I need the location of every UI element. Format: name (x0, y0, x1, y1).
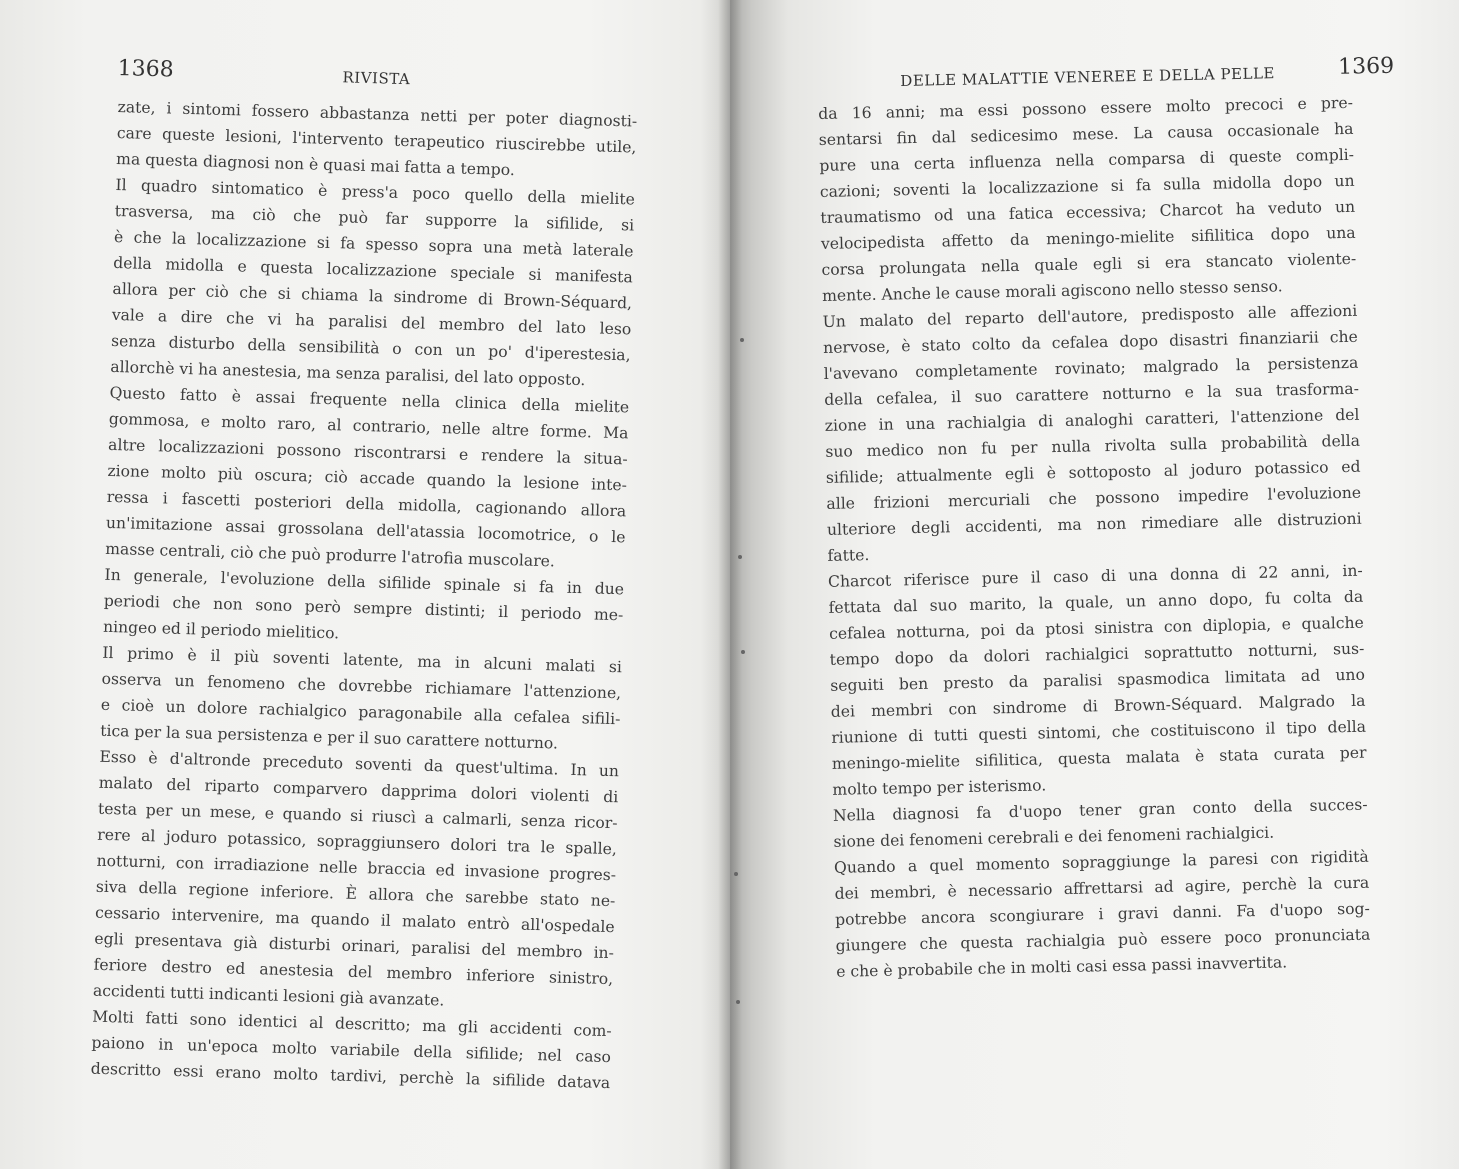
text-line: pure una certa influenza nella comparsa di queste compli- (819, 145, 1355, 175)
text-line: feriore destro ed anestesia del membro inferiore sinistro, (93, 955, 614, 989)
text-line: da 16 anni; ma essi possono essere molto precoci e pre- (818, 93, 1354, 123)
text-line: riunione di tutti questi sintomi, che costituiscono il tipo della (831, 717, 1367, 747)
text-line: un'imitazione assai grossolana dell'atassia locomotrice, o le (105, 513, 626, 547)
scan-speck (736, 1000, 740, 1004)
text-line: ressa i fascetti posteriori della midolla, cagionando allora (106, 487, 627, 521)
text-line: dei membri, è necessario affrettarsi ad agire, perchè la cura (834, 873, 1370, 903)
text-line: corsa prolungata nella quale egli si era stancato violente- (821, 249, 1357, 279)
text-line: care queste lesioni, l'intervento terapeutico riuscirebbe utile, (116, 123, 637, 157)
text-line: tempo dopo da dolori rachialgici soprattutto notturni, sus- (829, 639, 1365, 669)
text-line: sione dei fenomeni cerebrali e dei fenomeni rachialgici. (833, 823, 1275, 851)
text-line: senza disturbo della sensibilità o con un po' d'iperestesia, (110, 331, 631, 365)
text-line: allora per ciò che si chiama la sindrome di Brown-Séquard, (112, 279, 633, 313)
text-line: sentarsi fin dal sedicesimo mese. La causa occasionale ha (818, 119, 1354, 149)
left-page-number: 1368 (117, 56, 174, 83)
scan-speck (738, 555, 742, 559)
text-line: egli presentava già disturbi orinari, paralisi del membro in- (94, 929, 615, 963)
text-line: alle frizioni mercuriali che possono impedire l'evoluzione (826, 483, 1362, 513)
text-line: Charcot riferisce pure il caso di una donna di 22 anni, in- (827, 561, 1363, 591)
right-page (730, 0, 1459, 1169)
left-running-header (117, 56, 678, 102)
text-line: è che la localizzazione si fa spesso sopra una metà laterale (113, 227, 634, 261)
text-line: trasversa, ma ciò che può far supporre la sifilide, si (114, 201, 635, 235)
scan-speck (740, 338, 744, 342)
text-line: masse centrali, ciò che può produrre l'atrofia muscolare. (105, 539, 556, 571)
text-line: vale a dire che vi ha paralisi del membro del lato leso (111, 305, 632, 339)
text-line: della midolla e questa localizzazione speciale si manifesta (113, 253, 634, 287)
text-line: rere al joduro potassico, sopraggiunsero dolori tra le spalle, (97, 825, 618, 859)
text-line: osserva un fenomeno che dovrebbe richiamare l'attenzione, (101, 669, 622, 703)
text-line: zione in una rachialgia di analoghi caratteri, l'attenzione del (824, 405, 1360, 435)
text-line: periodi che non sono però sempre distinti; il periodo me- (103, 591, 624, 625)
left-body-text (90, 94, 652, 1097)
text-line: e che è probabile che in molti casi essa passi inavvertita. (836, 953, 1288, 981)
text-line: malato del riparto comparvero dapprima dolori violenti di (98, 773, 619, 807)
text-line: fatte. (827, 546, 870, 565)
text-line: cazioni; soventi la localizzazione si fa sulla midolla dopo un (819, 171, 1355, 201)
text-line: accidenti tutti indicanti lesioni già avanzate. (92, 981, 445, 1010)
text-line: notturni, con irradiazione nelle braccia ed invasione progres- (96, 851, 617, 885)
text-line: gommosa, e molto raro, al contrario, nelle altre forme. Ma (108, 409, 629, 443)
text-line: Il primo è il più soventi latente, ma in alcuni malati si (102, 643, 623, 677)
text-line: potrebbe ancora scongiurare i gravi danni. Fa d'uopo sog- (834, 899, 1370, 929)
text-line: testa per un mese, e quando si riuscì a calmarli, senza ricor- (97, 799, 618, 833)
text-line: tica per la sua persistenza e per il suo carattere notturno. (99, 721, 559, 753)
right-page-number: 1369 (1337, 53, 1395, 80)
text-line: Il quadro sintomatico è press'a poco quello della mielite (115, 175, 636, 209)
text-line: e cioè un dolore rachialgico paragonabile alla cefalea sifili- (100, 695, 621, 729)
text-line: Questo fatto è assai frequente nella clinica della mielite (109, 383, 630, 417)
text-line: Molti fatti sono identici al descritto; ma gli accidenti com- (91, 1007, 612, 1041)
text-line: l'avevano completamente rovinato; malgrado la persistenza (823, 353, 1359, 383)
text-line: suo medico non fu per nulla rivolta sulla probabilità della (825, 431, 1361, 461)
text-line: velocipedista affetto da meningo-mielite sifilitica dopo una (820, 223, 1356, 253)
text-line: Nella diagnosi fa d'uopo tener gran conto della succes- (832, 795, 1368, 825)
text-line: siva della regione inferiore. È allora che sarebbe stato ne- (95, 877, 616, 911)
text-line: dei membri con sindrome di Brown-Séquard. Malgrado la (830, 691, 1366, 721)
right-body-text (818, 90, 1376, 985)
text-line: allorchè vi ha anestesia, ma senza paralisi, del lato opposto. (110, 357, 586, 390)
text-line: cefalea notturna, poi da ptosi sinistra con diplopia, e qualche (828, 613, 1364, 643)
text-line: Un malato del reparto dell'autore, predisposto alle affezioni (822, 301, 1358, 331)
text-line: meningo-mielite sifilitica, questa malata è stata curata per (831, 743, 1367, 773)
scan-speck (734, 872, 738, 876)
text-line: molto tempo per isterismo. (832, 776, 1047, 799)
text-line: paiono in un'epoca molto variabile della sifilide; nel caso (91, 1033, 612, 1067)
text-line: fettata dal suo marito, la quale, un anno dopo, fu colta da (828, 587, 1364, 617)
right-running-header (900, 55, 1441, 96)
text-line: mente. Anche le cause morali agiscono nello stesso senso. (821, 277, 1283, 305)
text-line: della cefalea, il suo carattere notturno e la sua trasforma- (824, 379, 1360, 409)
text-line: zione molto più oscura; ciò accade quando la lesione inte- (107, 461, 628, 495)
text-line: sifilide; attualmente egli è sottoposto al joduro potassico ed (825, 457, 1361, 487)
text-line: Quando a quel momento sopraggiunge la paresi con rigidità (833, 847, 1369, 877)
book-gutter (718, 0, 742, 1169)
left-running-head: RIVISTA (342, 68, 411, 89)
text-line: giungere che questa rachialgia può essere poco pronunciata (835, 925, 1371, 955)
text-line: altre localizzazioni possono riscontrarsi e rendere la situa- (107, 435, 628, 469)
text-line: nervose, è stato colto da cefalea dopo disastri finanziarii che (822, 327, 1358, 357)
text-line: traumatismo od una fatica eccessiva; Charcot ha veduto un (820, 197, 1356, 227)
text-line: cessario intervenire, ma quando il malato entrò all'ospedale (94, 903, 615, 937)
text-line: Esso è d'altronde preceduto soventi da quest'ultima. In un (99, 747, 620, 781)
text-line: In generale, l'evoluzione della sifilide spinale si fa in due (104, 565, 625, 599)
text-line: descritto essi erano molto tardivi, perchè la sifilide datava (90, 1059, 611, 1093)
text-line: ma questa diagnosi non è quasi mai fatta a tempo. (115, 149, 516, 180)
right-running-head: DELLE MALATTIE VENEREE E DELLA PELLE (900, 64, 1276, 90)
text-line: ningeo ed il periodo mielitico. (102, 617, 340, 643)
text-line: seguiti ben presto da paralisi spasmodica limitata ad uno (830, 665, 1366, 695)
scan-speck (741, 650, 745, 654)
text-line: ulteriore degli accidenti, ma non rimediare alle distruzioni (826, 509, 1362, 539)
text-line: zate, i sintomi fossero abbastanza netti per poter diagnosti- (117, 97, 638, 131)
